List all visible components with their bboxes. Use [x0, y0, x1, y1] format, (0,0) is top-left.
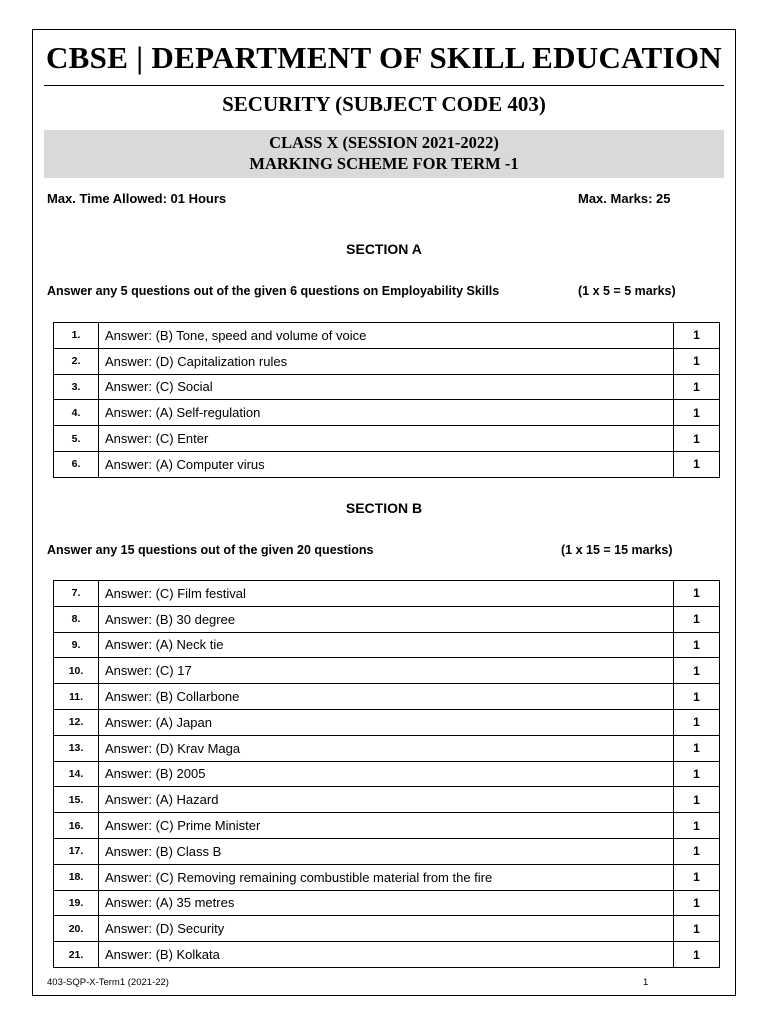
max-marks-label: Max. Marks: 25: [578, 191, 671, 206]
answer-text: Answer: (A) Hazard: [99, 787, 674, 813]
table-row: [54, 709, 720, 735]
table-row: [54, 606, 720, 632]
question-number: 7.: [54, 581, 99, 607]
table-row: [54, 916, 720, 942]
question-number: 20.: [54, 916, 99, 942]
answer-mark: 1: [674, 735, 720, 761]
document-title: CBSE | DEPARTMENT OF SKILL EDUCATION: [46, 40, 722, 75]
answer-text: Answer: (C) Social: [99, 374, 674, 400]
class-session-text: CLASS X (SESSION 2021-2022): [269, 133, 499, 152]
question-number: 13.: [54, 735, 99, 761]
section-b-answer-table: [53, 580, 720, 968]
answer-text: Answer: (A) Neck tie: [99, 632, 674, 658]
table-row: [54, 581, 720, 607]
question-number: 2.: [54, 348, 99, 374]
section-b-marks-note: (1 x 15 = 15 marks): [561, 543, 673, 557]
answer-text: Answer: (B) Class B: [99, 838, 674, 864]
answer-mark: 1: [674, 890, 720, 916]
answer-mark: 1: [674, 813, 720, 839]
question-number: 6.: [54, 451, 99, 477]
table-row: [54, 864, 720, 890]
table-row: [54, 890, 720, 916]
title-underline: [44, 85, 724, 86]
answer-mark: 1: [674, 864, 720, 890]
table-row: [54, 632, 720, 658]
question-number: 19.: [54, 890, 99, 916]
table-row: [54, 451, 720, 477]
question-number: 10.: [54, 658, 99, 684]
answer-text: Answer: (C) Prime Minister: [99, 813, 674, 839]
table-row: [54, 735, 720, 761]
answer-text: Answer: (C) Removing remaining combustible material from the fire: [99, 864, 674, 890]
question-number: 17.: [54, 838, 99, 864]
section-b-heading: SECTION B: [345, 500, 423, 516]
footer-page-number: 1: [643, 977, 649, 988]
answer-text: Answer: (A) Japan: [99, 709, 674, 735]
answer-mark: 1: [674, 838, 720, 864]
table-row: [54, 658, 720, 684]
answer-text: Answer: (D) Krav Maga: [99, 735, 674, 761]
table-row: [54, 400, 720, 426]
section-a-instruction: Answer any 5 questions out of the given 6 questions on Employability Skills: [47, 284, 500, 298]
table-row: [54, 787, 720, 813]
answer-text: Answer: (B) 30 degree: [99, 606, 674, 632]
question-number: 12.: [54, 709, 99, 735]
footer-document-code: 403-SQP-X-Term1 (2021-22): [47, 977, 169, 988]
answer-text: Answer: (C) 17: [99, 658, 674, 684]
answer-mark: 1: [674, 323, 720, 349]
table-row: [54, 942, 720, 968]
marking-scheme-text: MARKING SCHEME FOR TERM -1: [249, 154, 519, 173]
answer-mark: 1: [674, 348, 720, 374]
answer-mark: 1: [674, 400, 720, 426]
question-number: 21.: [54, 942, 99, 968]
question-number: 14.: [54, 761, 99, 787]
answer-mark: 1: [674, 684, 720, 710]
question-number: 4.: [54, 400, 99, 426]
question-number: 15.: [54, 787, 99, 813]
section-a-heading: SECTION A: [346, 241, 422, 257]
table-row: [54, 761, 720, 787]
answer-text: Answer: (A) 35 metres: [99, 890, 674, 916]
question-number: 9.: [54, 632, 99, 658]
answer-mark: 1: [674, 426, 720, 452]
answer-text: Answer: (B) 2005: [99, 761, 674, 787]
table-row: [54, 813, 720, 839]
answer-text: Answer: (A) Computer virus: [99, 451, 674, 477]
answer-mark: 1: [674, 451, 720, 477]
question-number: 16.: [54, 813, 99, 839]
class-session-banner: [44, 130, 724, 178]
answer-mark: 1: [674, 787, 720, 813]
question-number: 8.: [54, 606, 99, 632]
answer-text: Answer: (A) Self-regulation: [99, 400, 674, 426]
answer-mark: 1: [674, 916, 720, 942]
answer-text: Answer: (B) Collarbone: [99, 684, 674, 710]
table-row: [54, 348, 720, 374]
answer-mark: 1: [674, 709, 720, 735]
section-a-marks-note: (1 x 5 = 5 marks): [578, 284, 676, 298]
answer-mark: 1: [674, 374, 720, 400]
max-time-label: Max. Time Allowed: 01 Hours: [47, 191, 227, 206]
question-number: 11.: [54, 684, 99, 710]
table-row: [54, 323, 720, 349]
answer-mark: 1: [674, 658, 720, 684]
question-number: 3.: [54, 374, 99, 400]
table-row: [54, 838, 720, 864]
table-row: [54, 374, 720, 400]
answer-text: Answer: (C) Enter: [99, 426, 674, 452]
question-number: 5.: [54, 426, 99, 452]
answer-mark: 1: [674, 761, 720, 787]
table-row: [54, 426, 720, 452]
answer-mark: 1: [674, 581, 720, 607]
answer-mark: 1: [674, 632, 720, 658]
answer-text: Answer: (D) Capitalization rules: [99, 348, 674, 374]
section-b-instruction: Answer any 15 questions out of the given 20 questions: [47, 543, 374, 557]
answer-mark: 1: [674, 942, 720, 968]
question-number: 18.: [54, 864, 99, 890]
question-number: 1.: [54, 323, 99, 349]
answer-text: Answer: (B) Kolkata: [99, 942, 674, 968]
subject-title: SECURITY (SUBJECT CODE 403): [222, 92, 546, 116]
answer-mark: 1: [674, 606, 720, 632]
section-a-answer-table: [53, 322, 720, 478]
answer-text: Answer: (D) Security: [99, 916, 674, 942]
table-row: [54, 684, 720, 710]
answer-text: Answer: (C) Film festival: [99, 581, 674, 607]
answer-text: Answer: (B) Tone, speed and volume of voice: [99, 323, 674, 349]
